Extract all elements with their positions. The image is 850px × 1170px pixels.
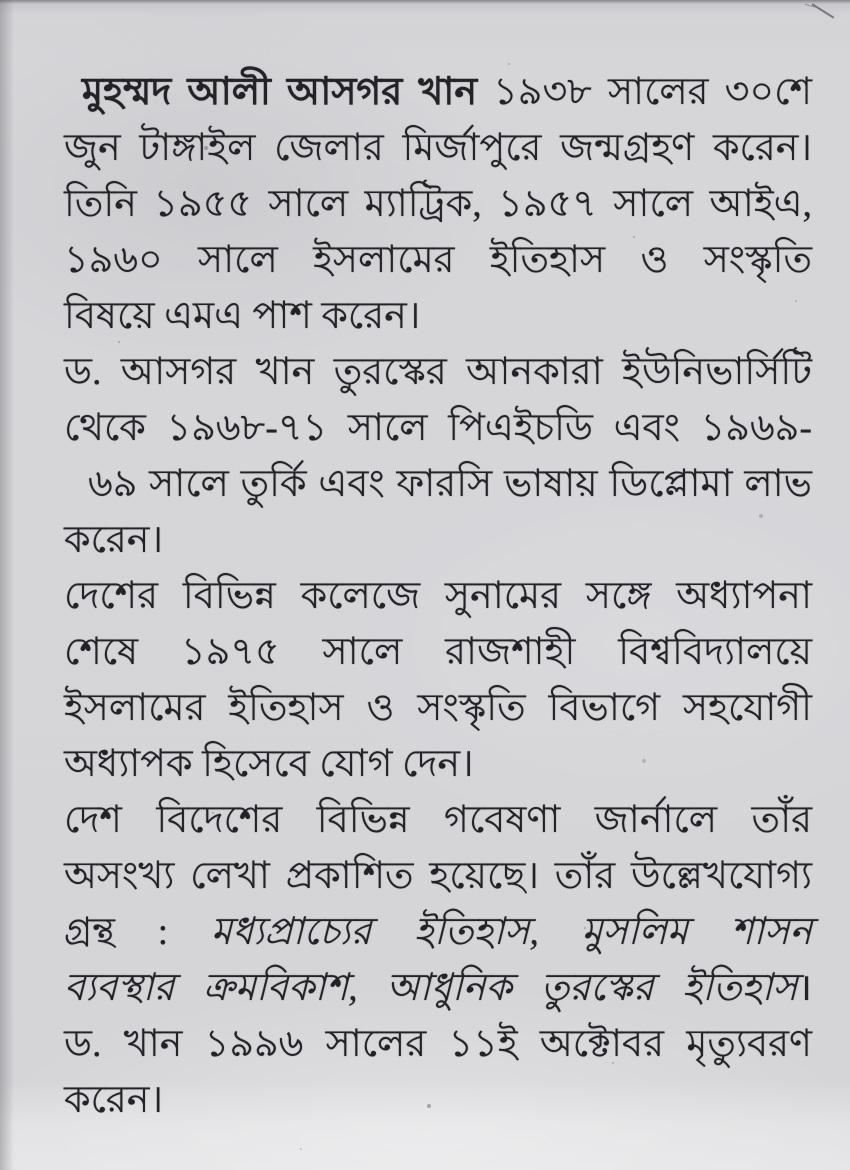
text-line	[64, 456, 812, 512]
scan-edge-left	[0, 0, 14, 1170]
text-line	[64, 512, 812, 568]
text-segment-normal: দেশ বিদেশের বিভিন্ন গবেষণা জার্নালে তাঁর	[64, 799, 812, 841]
text-segment-normal: দেশের বিভিন্ন কলেজে সুনামের সঙ্গে অধ্যাপনা	[64, 575, 812, 617]
text-segment-normal: করেন।	[64, 519, 164, 561]
text-line	[64, 736, 812, 792]
text-segment-normal: তিনি ১৯৫৫ সালে ম্যাট্রিক, ১৯৫৭ সালে আইএ,	[64, 183, 812, 225]
text-segment-normal: শেষে ১৯৭৫ সালে রাজশাহী বিশ্ববিদ্যালয়ে	[64, 631, 812, 673]
text-line	[64, 848, 812, 904]
text-line	[64, 680, 812, 736]
text-segment-italic: মধ্যপ্রাচ্যের ইতিহাস, মুসলিম শাসন	[210, 911, 812, 953]
text-segment-normal: ইসলামের ইতিহাস ও সংস্কৃতি বিভাগে সহযোগী	[64, 687, 812, 729]
text-segment-normal: ।	[797, 967, 812, 1009]
text-line	[64, 400, 812, 456]
text-line	[64, 344, 812, 400]
text-line	[64, 288, 812, 344]
page-text	[64, 64, 812, 1128]
text-segment-normal: ১৯৩৮ সালের ৩০শে	[477, 71, 812, 113]
text-line	[64, 176, 812, 232]
text-line	[64, 568, 812, 624]
text-line	[64, 64, 812, 120]
text-line	[64, 1016, 812, 1072]
text-segment-normal: ১৯৬০ সালে ইসলামের ইতিহাস ও সংস্কৃতি	[64, 239, 812, 281]
text-segment-normal: ড. খান ১৯৯৬ সালের ১১ই অক্টোবর মৃত্যুবরণ	[64, 1023, 812, 1065]
text-line	[64, 960, 812, 1016]
text-line	[64, 904, 812, 960]
text-segment-bold: মুহম্মদ আলী আসগর খান	[82, 71, 478, 113]
text-segment-normal: জুন টাঙ্গাইল জেলার মির্জাপুরে জন্মগ্রহণ করেন।	[64, 127, 813, 169]
text-segment-normal: গ্রন্থ :	[64, 911, 211, 953]
text-line	[64, 120, 812, 176]
scan-scratch-mark	[811, 3, 834, 18]
text-segment-italic: ব্যবস্থার ক্রমবিকাশ, আধুনিক তুরস্কের ইতিহাস	[64, 967, 798, 1009]
text-segment-normal: ড. আসগর খান তুরস্কের আনকারা ইউনিভার্সিটি	[64, 351, 812, 393]
text-segment-normal: থেকে ১৯৬৮-৭১ সালে পিএইচডি এবং ১৯৬৯-	[64, 407, 812, 449]
scan-edge-top	[0, 0, 850, 4]
text-line	[64, 624, 812, 680]
text-line	[64, 1072, 812, 1128]
text-line	[64, 792, 812, 848]
text-segment-normal: ৬৯ সালে তুর্কি এবং ফারসি ভাষায় ডিপ্লোমা লাভ	[88, 463, 812, 505]
scan-dust-specks	[0, 0, 2, 2]
text-line	[64, 232, 812, 288]
text-segment-normal: বিষয়ে এমএ পাশ করেন।	[64, 295, 421, 337]
text-segment-normal: অধ্যাপক হিসেবে যোগ দেন।	[64, 743, 474, 785]
text-segment-normal: অসংখ্য লেখা প্রকাশিত হয়েছে। তাঁর উল্লেখযোগ্য	[64, 855, 812, 897]
text-segment-normal: করেন।	[64, 1079, 164, 1121]
